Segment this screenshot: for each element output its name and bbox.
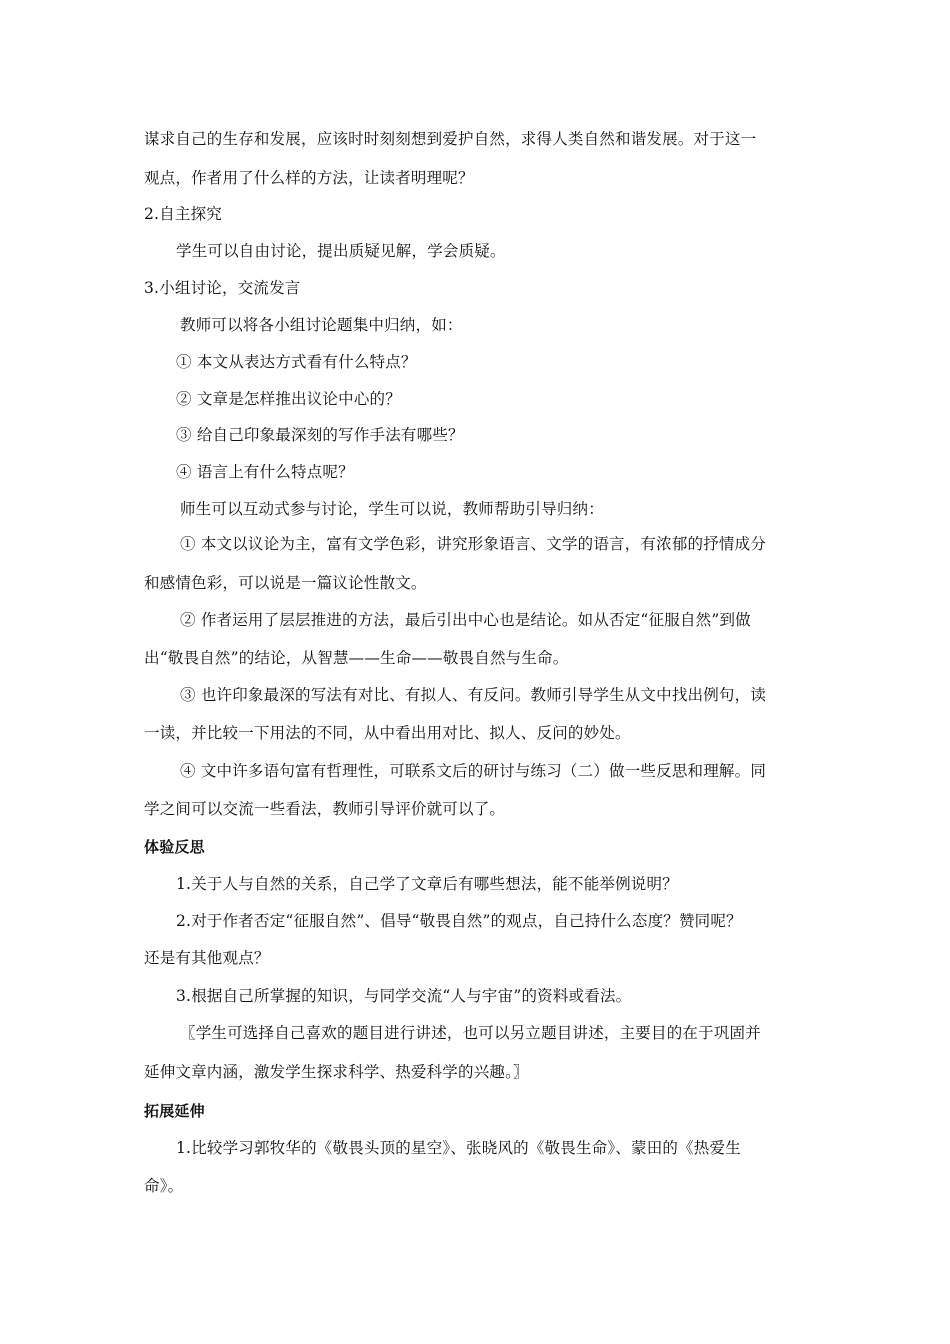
paragraph-line: 观点，作者用了什么样的方法，让读者明理呢？ — [144, 169, 474, 187]
paragraph-line: 和感情色彩，可以说是一篇议论性散文。 — [144, 574, 427, 592]
paragraph-line: 学生可以自由讨论，提出质疑见解，学会质疑。 — [176, 242, 506, 260]
paragraph-line: 教师可以将各小组讨论题集中归纳，如： — [180, 316, 463, 334]
list-item: ③ 也许印象最深的写法有对比、有拟人、有反问。教师引导学生从文中找出例句，读 — [180, 686, 767, 704]
list-item: ② 文章是怎样推出议论中心的？ — [176, 390, 401, 408]
paragraph-line: 学之间可以交流一些看法，教师引导评价就可以了。 — [144, 800, 506, 818]
list-item: 1.关于人与自然的关系，自己学了文章后有哪些想法，能不能举例说明？ — [176, 875, 678, 893]
section-heading-reflection: 体验反思 — [144, 838, 205, 856]
paragraph-line: 出“敬畏自然”的结论，从智慧——生命——敬畏自然与生命。 — [144, 649, 569, 667]
list-item: ④ 语言上有什么特点呢？ — [176, 463, 354, 481]
note-line: 〖学生可选择自己喜欢的题目进行讲述，也可以另立题目讲述，主要目的在于巩固并 — [180, 1024, 761, 1042]
paragraph-line: 谋求自己的生存和发展，应该时时刻刻想到爱护自然，求得人类自然和谐发展。对于这一 — [144, 130, 757, 148]
list-item: ② 作者运用了层层推进的方法，最后引出中心也是结论。如从否定“征服自然”到做 — [180, 611, 751, 629]
note-line: 延伸文章内涵，激发学生探求科学、热爱科学的兴趣。〗 — [144, 1063, 529, 1081]
list-item: ③ 给自己印象最深刻的写作手法有哪些？ — [176, 426, 464, 444]
paragraph-line: 还是有其他观点？ — [144, 949, 270, 967]
list-item: 1.比较学习郭牧华的《敬畏头顶的星空》、张晓风的《敬畏生命》、蒙田的《热爱生 — [176, 1139, 741, 1157]
list-item: 3.根据自己所掌握的知识，与同学交流“人与宇宙”的资料或看法。 — [176, 987, 632, 1005]
paragraph-line: 师生可以互动式参与讨论，学生可以说，教师帮助引导归纳： — [180, 500, 604, 518]
list-item: ① 本文从表达方式看有什么特点？ — [176, 353, 417, 371]
list-item: 2.对于作者否定“征服自然”、倡导“敬畏自然”的观点，自己持什么态度？赞同呢？ — [176, 912, 742, 930]
section-heading-self-study: 2.自主探究 — [144, 205, 222, 223]
paragraph-line: 一读，并比较一下用法的不同，从中看出用对比、拟人、反问的妙处。 — [144, 724, 631, 742]
paragraph-line: 命》。 — [144, 1177, 184, 1195]
section-heading-extension: 拓展延伸 — [144, 1102, 205, 1120]
section-heading-group-discussion: 3.小组讨论，交流发言 — [144, 279, 301, 297]
list-item: ① 本文以议论为主，富有文学色彩，讲究形象语言、文学的语言，有浓郁的抒情成分 — [180, 535, 767, 553]
list-item: ④ 文中许多语句富有哲理性，可联系文后的研讨与练习（二）做一些反思和理解。同 — [180, 762, 767, 780]
